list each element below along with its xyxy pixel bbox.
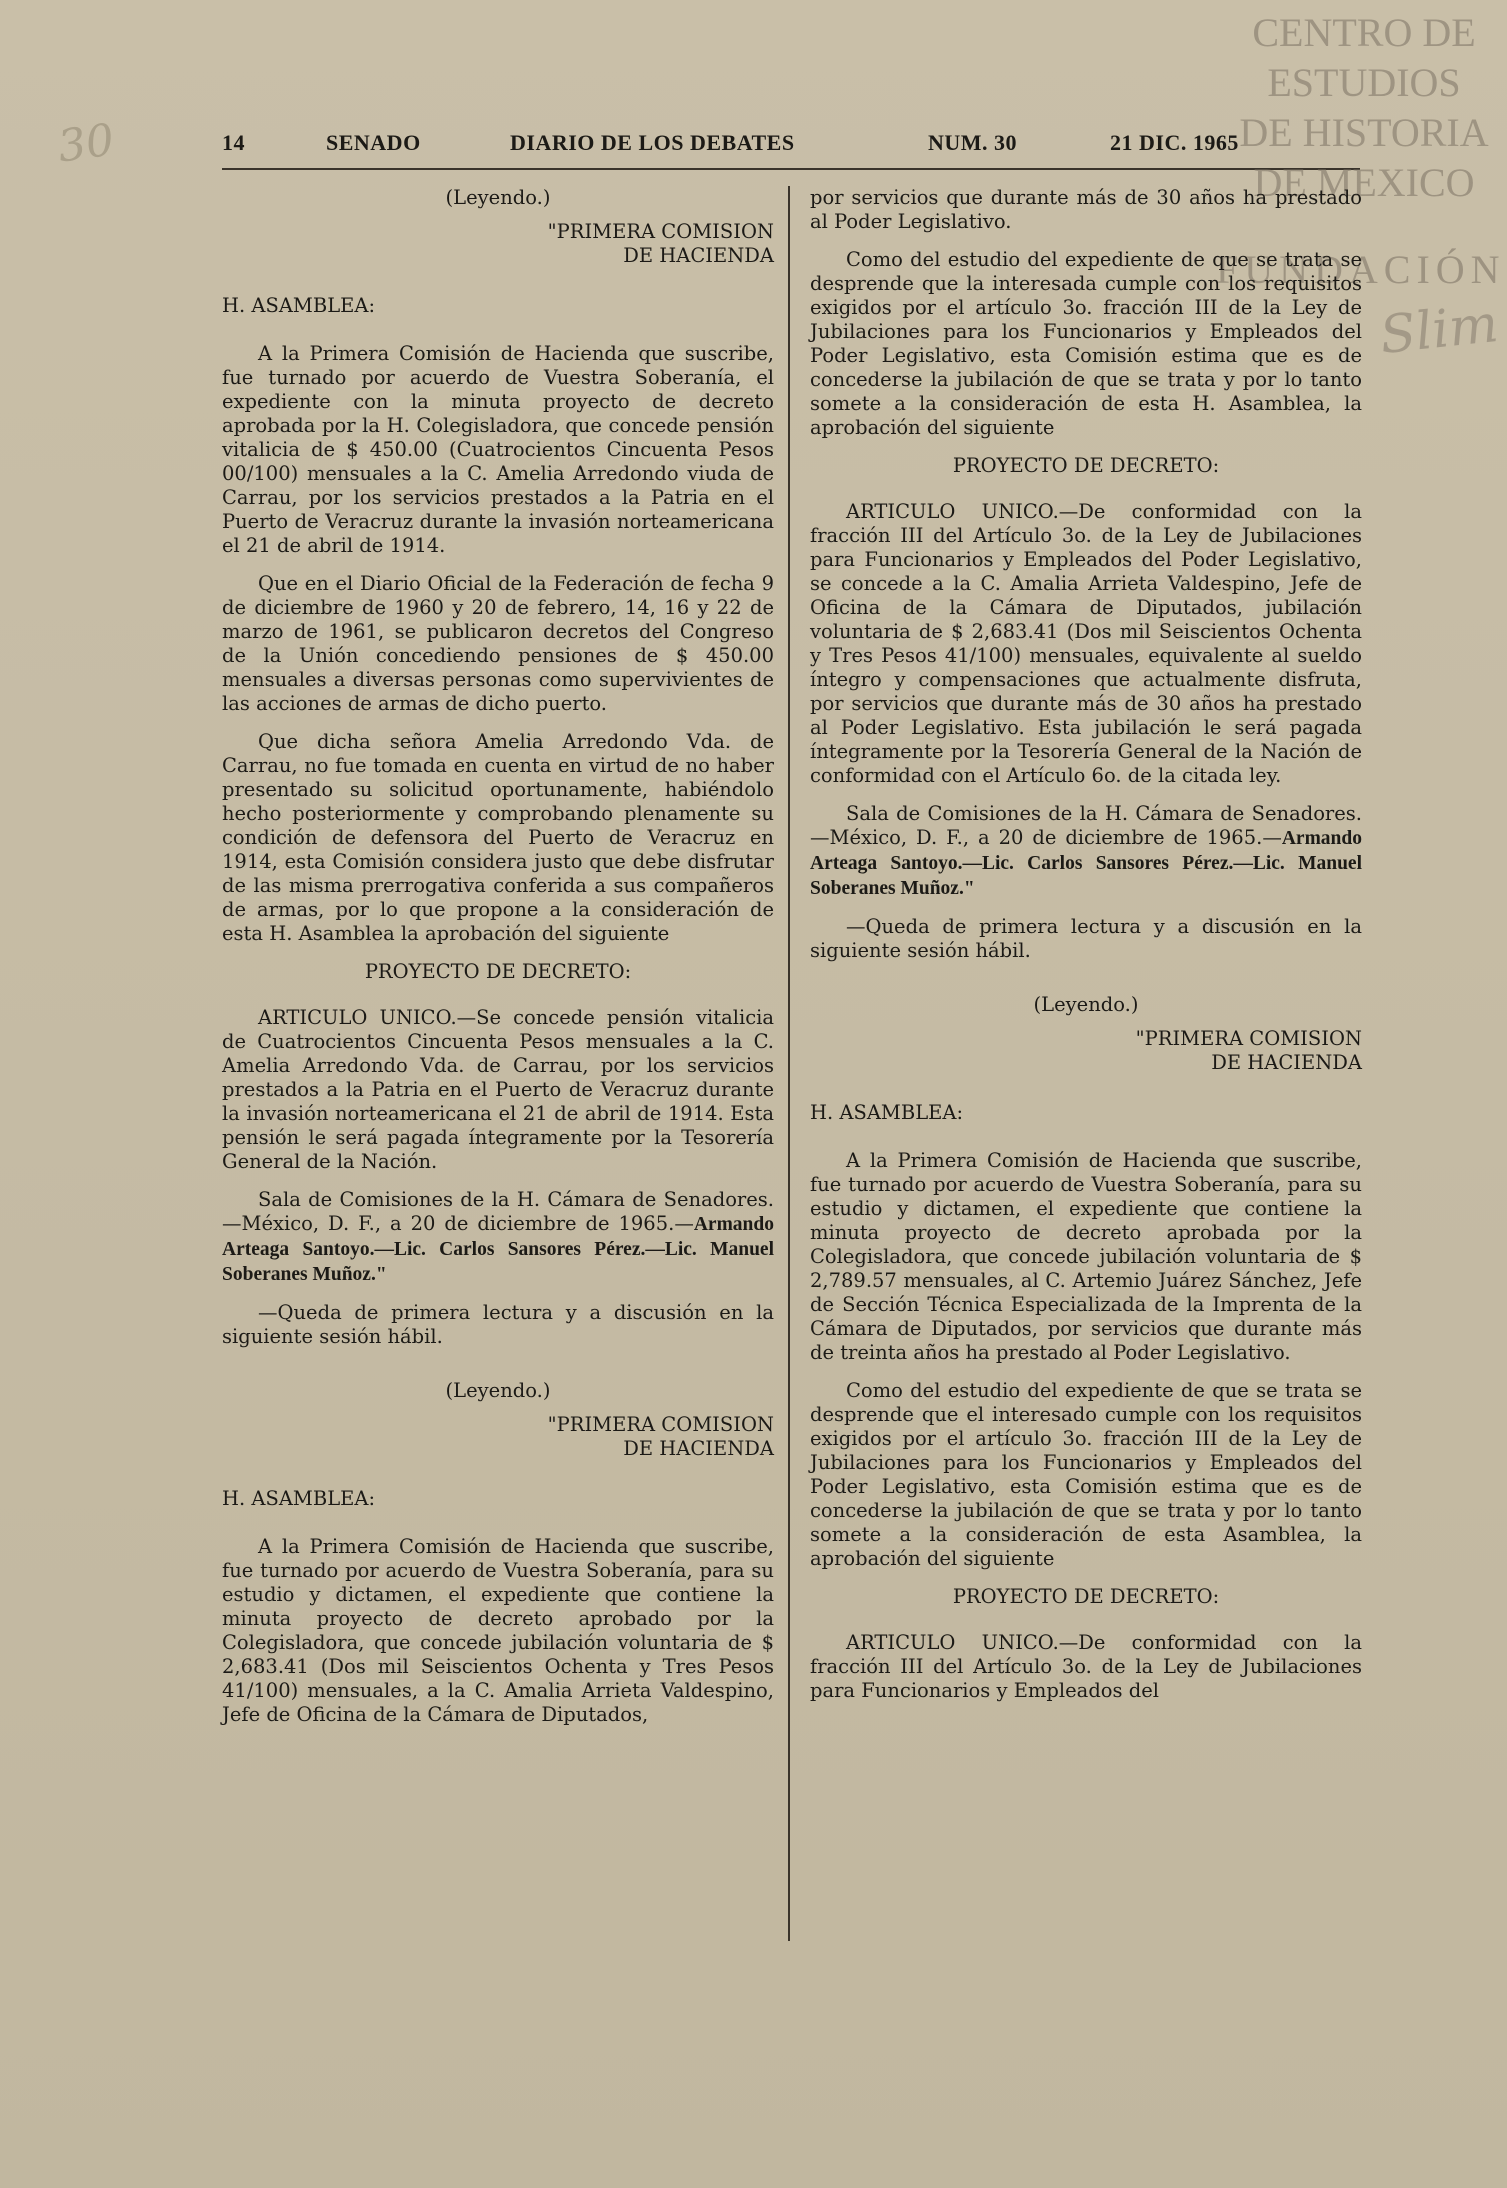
- decree-article: ARTICULO UNICO.—De conformidad con la fracción III del Artículo 3o. de la Ley de Jubilaciones para Funcionarios y Empleados del: [810, 1631, 1362, 1702]
- chamber-name: SENADO: [326, 130, 421, 155]
- watermark-line-2: ESTUDIOS: [1267, 60, 1461, 105]
- commission-heading-2: DE HACIENDA: [623, 244, 774, 267]
- column-divider: [788, 186, 790, 1941]
- decree-article: ARTICULO UNICO.—Se concede pensión vitalicia de Cuatrocientos Cincuenta Pesos mensuales a la C. Amelia Arredondo Vda. de Carrau, por los servicios prestados a la Patria en el Puerto de Veracruz durante la invasión norteamericana el 21 de abril de 1914. Esta pensión le será pagada íntegramente por la Tesorería General de la Nación.: [222, 1006, 774, 1173]
- paragraph: Como del estudio del expediente de que se trata se desprende que el interesado cumple con los requisitos exigidos por el artículo 3o. fracción III de la Ley de Jubilaciones para los Funcionarios y Empleados del Poder Legislativo, esta Comisión estima que es de concederse la jubilación de que se trata y por lo tanto somete a la consideración de esta Asamblea, la aprobación del siguiente: [810, 1379, 1362, 1570]
- commission-heading-2: DE HACIENDA: [1211, 1051, 1362, 1074]
- assembly-salutation: H. ASAMBLEA:: [810, 1101, 964, 1124]
- reading-note: (Leyendo.): [1033, 993, 1139, 1016]
- decree-heading: PROYECTO DE DECRETO:: [364, 960, 632, 983]
- issue-number: NUM. 30: [928, 130, 1018, 155]
- procedural-status: —Queda de primera lectura y a discusión en la siguiente sesión hábil.: [222, 1301, 774, 1348]
- paragraph-continued: por servicios que durante más de 30 años ha prestado al Poder Legislativo.: [810, 186, 1362, 233]
- paragraph: A la Primera Comisión de Hacienda que suscribe, fue turnado por acuerdo de Vuestra Soberanía, el expediente con la minuta proyecto de decreto aprobada por la H. Colegisladora, que concede pensión vitalicia de $ 450.00 (Cuatrocientos Cincuenta Pesos 00/100) mensuales a la C. Amelia Arredondo viuda de Carrau, por los servicios prestados a la Patria en el Puerto de Veracruz durante la invasión norteamericana el 21 de abril de 1914.: [222, 342, 774, 557]
- decree-article: ARTICULO UNICO.—De conformidad con la fracción III del Artículo 3o. de la Ley de Jubilaciones para Funcionarios y Empleados del Poder Legislativo, se concede a la C. Amalia Arrieta Valdespino, Jefe de Oficina de la Cámara de Diputados, jubilación voluntaria de $ 2,683.41 (Dos mil Seiscientos Ochenta y Tres Pesos 41/100) mensuales, equivalente al sueldo íntegro y compensaciones que actualmente disfruta, por servicios que durante más de 30 años ha prestado al Poder Legislativo. Esta jubilación le será pagada íntegramente por la Tesorería General de la Nación de conformidad con el Artículo 6o. de la citada ley.: [810, 500, 1362, 787]
- page-header: [222, 126, 1262, 160]
- signing-text: Sala de Comisiones de la H. Cámara de Senadores.—México, D. F., a 20 de diciembre de 1965.—: [810, 802, 1362, 849]
- decree-heading: PROYECTO DE DECRETO:: [952, 454, 1220, 477]
- signatories: Armando Arteaga Santoyo.—Lic. Carlos Sansores Pérez.—Lic. Manuel Soberanes Muñoz.": [222, 1214, 774, 1285]
- pencil-annotation: 30: [54, 114, 118, 173]
- watermark-foundation: FUNDACIÓN: [1216, 247, 1506, 292]
- reading-note: (Leyendo.): [445, 186, 551, 209]
- archive-watermark: [1224, 8, 1504, 208]
- issue-date: 21 DIC. 1965: [1110, 130, 1239, 155]
- commission-heading: "PRIMERA COMISION: [1135, 1027, 1362, 1050]
- commission-heading: "PRIMERA COMISION: [547, 1413, 774, 1436]
- reading-note: (Leyendo.): [445, 1379, 551, 1402]
- watermark-line-1: CENTRO DE: [1252, 10, 1476, 55]
- commission-heading-2: DE HACIENDA: [623, 1437, 774, 1460]
- paragraph: Que dicha señora Amelia Arredondo Vda. de Carrau, no fue tomada en cuenta en virtud de no haber presentado su solicitud oportunamente, habiéndolo hecho posteriormente y comprobando plenamente su condición de defensora del Puerto de Veracruz en 1914, esta Comisión considera justo que debe disfrutar de las misma prerrogativa conferida a sus compañeros de armas, por lo que propone a la consideración de esta H. Asamblea la aprobación del siguiente: [222, 730, 774, 945]
- left-column: [222, 186, 774, 1741]
- signing-block: [810, 802, 1362, 901]
- publication-title: DIARIO DE LOS DEBATES: [510, 130, 795, 155]
- paragraph: Como del estudio del expediente de que se trata se desprende que la interesada cumple con los requisitos exigidos por el artículo 3o. fracción III de la Ley de Jubilaciones para los Funcionarios y Empleados del Poder Legislativo, esta Comisión estima que es de concederse la jubilación de que se trata y por lo tanto somete a la consideración de esta H. Asamblea, la aprobación del siguiente: [810, 248, 1362, 439]
- right-column: [810, 186, 1362, 1717]
- assembly-salutation: H. ASAMBLEA:: [222, 1487, 376, 1510]
- signatories: Armando Arteaga Santoyo.—Lic. Carlos Sansores Pérez.—Lic. Manuel Soberanes Muñoz.": [810, 828, 1362, 899]
- watermark-signature: Slim: [1377, 293, 1502, 367]
- paragraph: A la Primera Comisión de Hacienda que suscribe, fue turnado por acuerdo de Vuestra Soberanía, para su estudio y dictamen, el expediente que contiene la minuta proyecto de decreto aprobada por la Colegisladora, que concede jubilación voluntaria de $ 2,789.57 mensuales, al C. Artemio Juárez Sánchez, Jefe de Sección Técnica Especializada de la Imprenta de la Cámara de Diputados, por servicios que durante más de treinta años ha prestado al Poder Legislativo.: [810, 1149, 1362, 1364]
- signing-text: Sala de Comisiones de la H. Cámara de Senadores.—México, D. F., a 20 de diciembre de 1965.—: [222, 1188, 774, 1235]
- signing-block: [222, 1188, 774, 1287]
- assembly-salutation: H. ASAMBLEA:: [222, 294, 376, 317]
- paragraph: A la Primera Comisión de Hacienda que suscribe, fue turnado por acuerdo de Vuestra Soberanía, para su estudio y dictamen, el expediente que contiene la minuta proyecto de decreto aprobado por la Colegisladora, que concede jubilación voluntaria de $ 2,683.41 (Dos mil Seiscientos Ochenta y Tres Pesos 41/100) mensuales, a la C. Amalia Arrieta Valdespino, Jefe de Oficina de la Cámara de Diputados,: [222, 1535, 774, 1726]
- page-number: 14: [222, 130, 245, 155]
- paragraph: Que en el Diario Oficial de la Federación de fecha 9 de diciembre de 1960 y 20 de febrero, 14, 16 y 22 de marzo de 1961, se publicaron decretos del Congreso de la Unión concediendo pensiones de $ 450.00 mensuales a diversas personas como supervivientes de las acciones de armas de dicho puerto.: [222, 572, 774, 715]
- commission-heading: "PRIMERA COMISION: [547, 220, 774, 243]
- header-rule: [222, 168, 1360, 170]
- watermark-line-4: DE MEXICO: [1253, 160, 1475, 205]
- watermark-line-3: DE HISTORIA: [1239, 110, 1489, 155]
- procedural-status: —Queda de primera lectura y a discusión en la siguiente sesión hábil.: [810, 915, 1362, 962]
- decree-heading: PROYECTO DE DECRETO:: [952, 1585, 1220, 1608]
